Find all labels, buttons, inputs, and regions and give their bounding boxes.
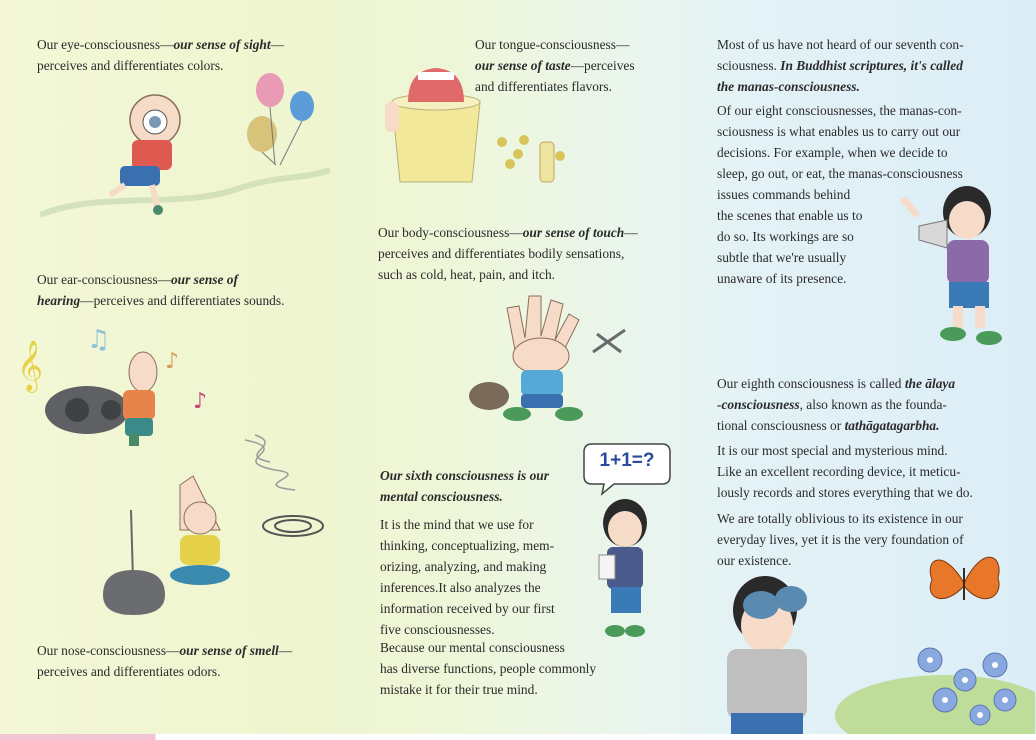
sixth-p1-l4: inferences.It also analyzes the [380, 580, 541, 595]
smell-text: Our nose-consciousness—our sense of smell— perceives and differentiates odors. [37, 643, 293, 679]
balloon-blue [290, 91, 314, 121]
touch-post2: such as cold, heat, pain, and itch. [378, 267, 556, 282]
sixth-p1-l5: information received by our first [380, 601, 555, 616]
smell-post: perceives and differentiates odors. [37, 664, 221, 679]
touch-pre: Our body-consciousness [378, 225, 510, 240]
eighth-l1-em: the ālaya [904, 376, 956, 391]
eighth-p2-l3: lously records and stores everything that we do. [717, 485, 973, 500]
eighth-p3-l3: our existence. [717, 553, 792, 568]
sixth-para1 [380, 514, 610, 640]
music-note-pink-icon: ♪ [193, 389, 208, 414]
eighth-l3-em: tathāgatagarbha. [844, 418, 940, 433]
seventh-para1 [717, 34, 1027, 97]
eighth-l3: tional consciousness or [717, 418, 842, 433]
sixth-heading-line2: mental consciousness. [380, 489, 503, 504]
sixth-p2-l1: Because our mental consciousness [380, 640, 565, 655]
seventh-p2-l7: do so. Its workings are so [717, 229, 854, 244]
eighth-para1 [717, 373, 1027, 436]
seventh-l3-em: the manas-consciousness. [717, 79, 860, 94]
hand-character-illustration [465, 290, 635, 425]
incense-pot-icon [103, 570, 165, 615]
megaphone-icon [919, 220, 947, 248]
hearing-pre: Our ear-consciousness [37, 272, 158, 287]
sixth-para2 [380, 637, 680, 700]
touch-em: our sense of touch [522, 225, 625, 240]
sixth-heading [380, 465, 600, 507]
seventh-p2-l4: sleep, go out, or eat, the manas-consciousness [717, 166, 963, 181]
seventh-p2-l6: the scenes that enable us to [717, 208, 863, 223]
sight-text: Our eye-consciousness—our sense of sight— perceives and differentiates colors. [37, 37, 284, 73]
smell-em: our sense of smell [179, 643, 279, 658]
panel-senses-left [0, 0, 345, 740]
treble-clef-icon: 𝄞 [17, 340, 44, 391]
sight-pre: Our eye-consciousness [37, 37, 161, 52]
sixth-p1-l2: thinking, conceptualizing, mem- [380, 538, 555, 553]
seventh-p2-l1: Of our eight consciousnesses, the manas-con- [717, 103, 962, 118]
music-note-blue-icon: ♫ [87, 325, 111, 355]
boy-binoculars-illustration [705, 575, 1035, 735]
eighth-p3-l1: We are totally oblivious to its existence in our [717, 511, 963, 526]
eighth-l2-em: -consciousness [717, 397, 800, 412]
sixth-p2-l3: mistake it for their true mind. [380, 682, 538, 697]
hearing-post: perceives and differentiates sounds. [93, 293, 285, 308]
touch-post1: perceives and differentiates bodily sensations, [378, 246, 625, 261]
seventh-p2-l5: issues commands behind [717, 187, 851, 202]
bottle-icon [540, 142, 554, 182]
eighth-p3-l2: everyday lives, yet it is the very foundation of [717, 532, 964, 547]
balloon-pink [256, 73, 284, 107]
touch-text: Our body-consciousness—our sense of touch— perceives and differentiates bodily sensations, such as cold, heat, pain, and itch. [378, 225, 638, 282]
sixth-p1-l6: five consciousnesses. [380, 622, 495, 637]
panel-seventh-eighth [690, 0, 1036, 740]
taste-pre: Our tongue-consciousness [475, 37, 616, 52]
sixth-heading-line1: Our sixth consciousness is our [380, 468, 549, 483]
seventh-l2-pre: sciousness. [717, 58, 777, 73]
hearing-em1: our sense of [170, 272, 238, 287]
seventh-p2-l2: sciousness is what enables us to carry out our [717, 124, 961, 139]
sixth-p1-l1: It is the mind that we use for [380, 517, 534, 532]
hearing-em2: hearing [37, 293, 81, 308]
seventh-l2-em: In Buddhist scriptures, it's called [780, 58, 963, 73]
panel-senses-middle [345, 0, 690, 740]
eighth-p2-l1: It is our most special and mysterious mind. [717, 443, 948, 458]
bubble-text: 1+1=? [599, 450, 655, 471]
taste-em: our sense of taste [475, 58, 571, 73]
bottom-strip [0, 734, 1036, 740]
eighth-p2-l2: Like an excellent recording device, it meticu- [717, 464, 961, 479]
taste-post1: perceives [584, 58, 635, 73]
sixth-p2-l2: has diverse functions, people commonly [380, 661, 597, 676]
binoculars-icon [743, 591, 779, 619]
eighth-l2-post: , also known as the founda- [799, 397, 947, 412]
seventh-p2-l3: decisions. For example, when we decide to [717, 145, 948, 160]
sight-post: perceives and differentiates colors. [37, 58, 224, 73]
seventh-p2-l9: unaware of its presence. [717, 271, 847, 286]
music-note-orange-icon: ♪ [165, 349, 180, 374]
smell-pre: Our nose-consciousness [37, 643, 167, 658]
hedgehog-icon [469, 382, 509, 410]
hearing-text: Our ear-consciousness—our sense of hearing—perceives and differentiates sounds. [37, 272, 285, 308]
eighth-l1-pre: Our eighth consciousness is called [717, 376, 902, 391]
seventh-p2-l8: subtle that we're usually [717, 250, 847, 265]
boy-megaphone-illustration [895, 182, 1010, 352]
eighth-para2 [717, 440, 1027, 503]
taste-text: Our tongue-consciousness— our sense of taste—perceives and differentiates flavors. [475, 37, 635, 94]
nose-character-illustration [95, 430, 325, 620]
dragonfly-icon [593, 330, 625, 352]
taste-post2: and differentiates flavors. [475, 79, 612, 94]
sight-em: our sense of sight [173, 37, 271, 52]
sixth-p1-l3: orizing, analyzing, and making [380, 559, 547, 574]
seventh-l1: Most of us have not heard of our seventh con- [717, 37, 964, 52]
eye-character-illustration [40, 70, 340, 230]
